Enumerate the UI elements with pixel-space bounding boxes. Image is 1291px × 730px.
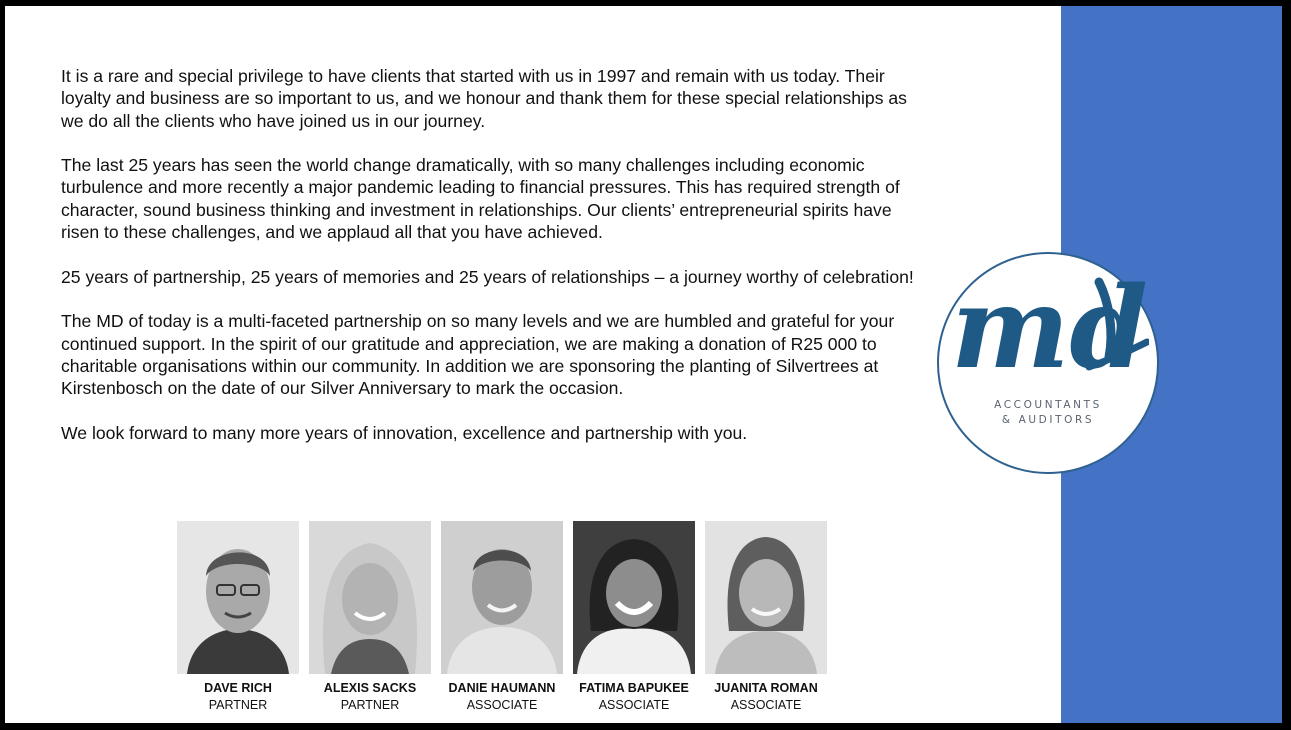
paragraph-25-years: The last 25 years has seen the world change dramatically, with so many challenges including economic turbulence and more recently a major pandemic leading to financial pressures. This has required strength of character, sound business thinking and investment in relationships. Our clients’ entrepreneurial spirits have risen to these challenges, and we applaud all that you have achieved.: [61, 155, 900, 243]
member-role: PARTNER: [340, 698, 400, 712]
md-logo-mark: [949, 272, 1149, 392]
member-role: ASSOCIATE: [730, 698, 802, 712]
member-name: JUANITA ROMAN: [714, 681, 818, 695]
portrait-photo: [573, 521, 695, 674]
member-name: ALEXIS SACKS: [323, 681, 417, 695]
portrait-photo: [441, 521, 563, 674]
team-member-dave-rich: [175, 521, 301, 712]
portrait-photo: [309, 521, 431, 674]
team-member-alexis-sacks: [307, 521, 433, 712]
paragraph-closing: We look forward to many more years of innovation, excellence and partnership with you.: [61, 422, 748, 443]
paragraph-loyalty: It is a rare and special privilege to have clients that started with us in 1997 and remain with us today. Their loyalty and business are so important to us, and we honour and thank them for these special relationships as we do all the clients who have joined us in our journey.: [61, 66, 907, 131]
member-role: ASSOCIATE: [466, 698, 538, 712]
member-name: DAVE RICH: [204, 681, 272, 695]
paragraph-donation: The MD of today is a multi-faceted partnership on so many levels and we are humbled and grateful for your continued support. In the spirit of our gratitude and appreciation, we are making a donation of R25 000 to charitable organisations within our community. In addition we are sponsoring the planting of Silvertrees at Kirstenbosch on the date of our Silver Anniversary to mark the occasion.: [61, 311, 895, 399]
logo-line-auditors: & AUDITORS: [1001, 414, 1095, 426]
logo-line-accountants: ACCOUNTANTS: [994, 399, 1102, 411]
portrait-photo: [177, 521, 299, 674]
paragraph-celebration: 25 years of partnership, 25 years of memories and 25 years of relationships – a journey worthy of celebration!: [61, 266, 914, 287]
team-member-fatima-bapukee: [571, 521, 697, 712]
member-role: PARTNER: [208, 698, 268, 712]
company-logo: [937, 252, 1159, 474]
slide: [5, 6, 1282, 723]
letter-body: [61, 65, 931, 466]
team-member-danie-haumann: [439, 521, 565, 712]
member-name: DANIE HAUMANN: [448, 681, 556, 695]
member-name: FATIMA BAPUKEE: [579, 681, 689, 695]
member-role: ASSOCIATE: [598, 698, 670, 712]
svg-text:md: md: [951, 272, 1148, 392]
team-member-juanita-roman: [703, 521, 829, 712]
portrait-photo: [705, 521, 827, 674]
team-photos: [175, 521, 835, 721]
